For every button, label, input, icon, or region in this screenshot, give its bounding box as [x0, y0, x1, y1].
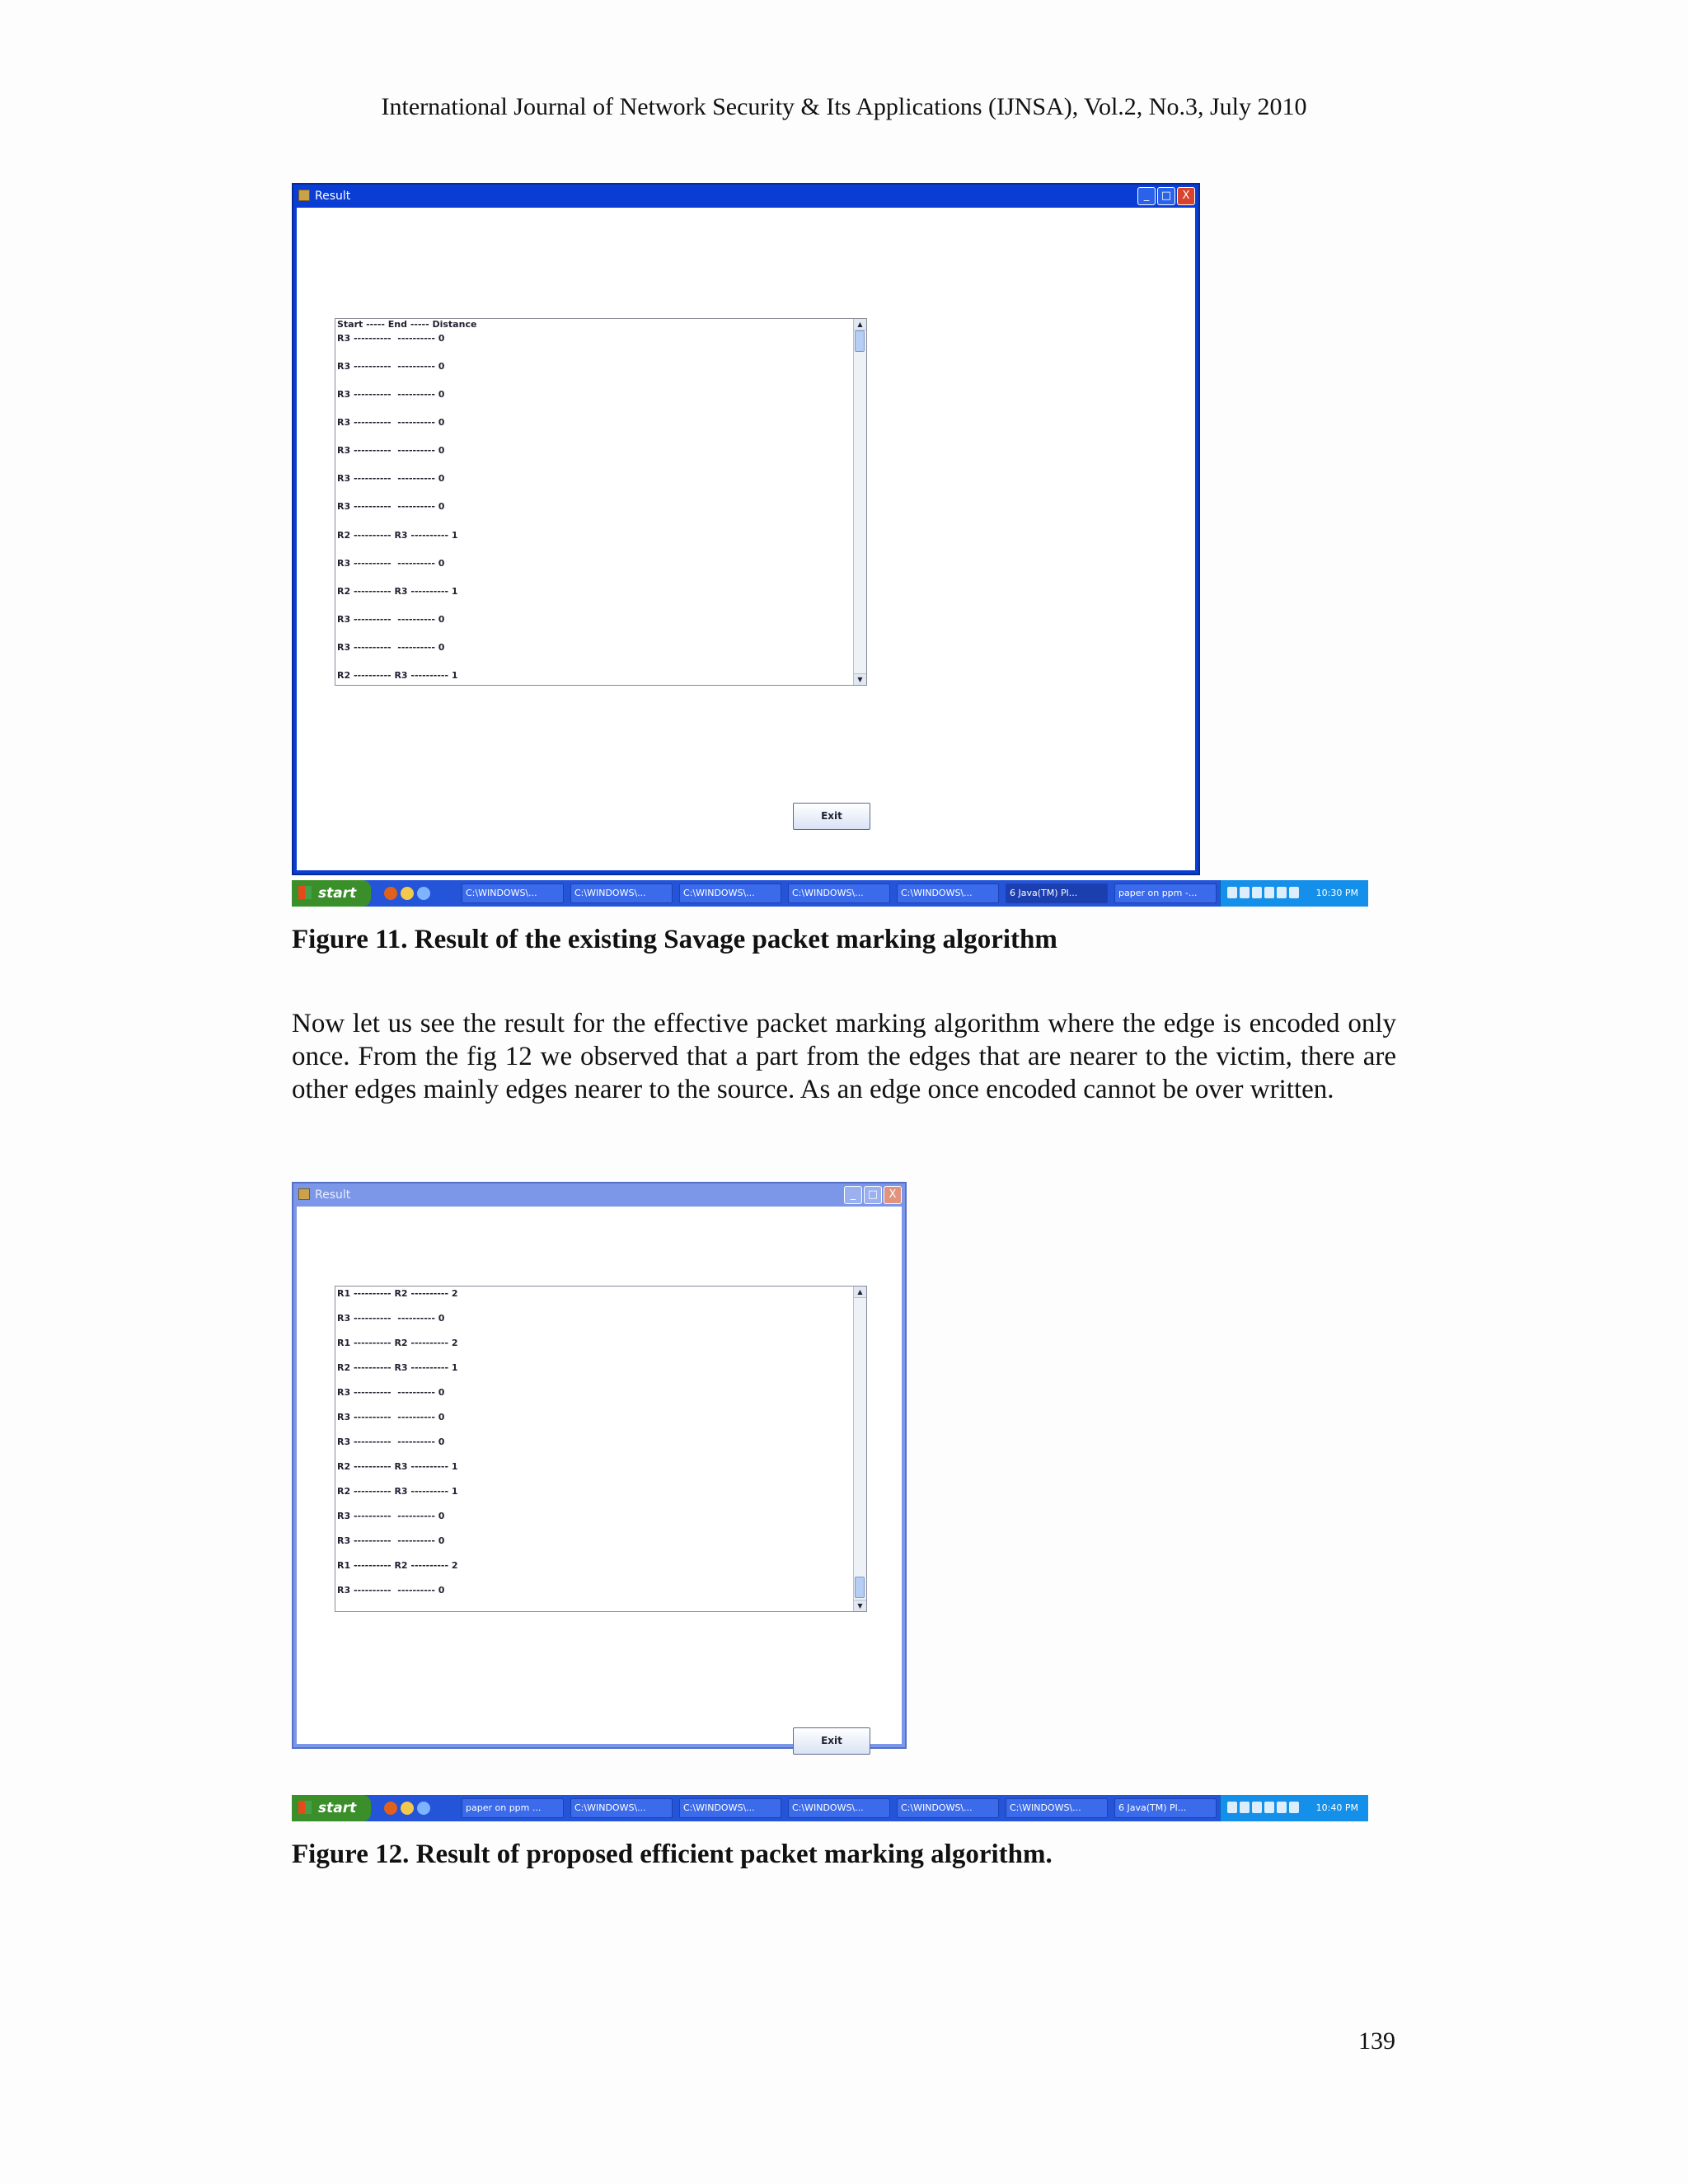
- list-item[interactable]: R2 ---------- R3 ---------- 1: [337, 530, 458, 541]
- list-item[interactable]: R3 ---------- ---------- 0: [337, 389, 445, 400]
- clock: 10:30 PM: [1315, 888, 1358, 898]
- list-item[interactable]: R1 ---------- R2 ---------- 2: [337, 1338, 458, 1348]
- vertical-scrollbar[interactable]: [853, 319, 866, 685]
- java-app-icon: [298, 1188, 310, 1200]
- result-list[interactable]: [335, 318, 867, 686]
- taskbar-item[interactable]: 6 Java(TM) Pl...: [1114, 1798, 1217, 1818]
- close-button[interactable]: X: [1177, 187, 1195, 205]
- list-item[interactable]: R3 ---------- ---------- 0: [337, 642, 445, 653]
- list-item[interactable]: R3 ---------- ---------- 0: [337, 1535, 445, 1546]
- list-item[interactable]: R3 ---------- ---------- 0: [337, 1387, 445, 1398]
- list-item[interactable]: R1 ---------- R2 ---------- 2: [337, 1288, 458, 1299]
- window-title: Result: [315, 190, 351, 203]
- list-item[interactable]: R3 ---------- ---------- 0: [337, 333, 445, 344]
- quicklaunch-firefox-icon[interactable]: [384, 1802, 397, 1815]
- minimize-button[interactable]: _: [1137, 187, 1156, 205]
- list-item[interactable]: R3 ---------- ---------- 0: [337, 361, 445, 372]
- result-list[interactable]: [335, 1286, 867, 1612]
- scroll-down-arrow-icon[interactable]: ▼: [854, 673, 866, 685]
- list-item[interactable]: R2 ---------- R3 ---------- 1: [337, 1362, 458, 1373]
- taskbar-item[interactable]: C:\WINDOWS\...: [788, 883, 890, 903]
- taskbar-item[interactable]: C:\WINDOWS\...: [897, 1798, 999, 1818]
- taskbar-item[interactable]: C:\WINDOWS\...: [679, 883, 781, 903]
- result-window-fig12: [292, 1182, 907, 1749]
- list-item[interactable]: R3 ---------- ---------- 0: [337, 558, 445, 569]
- window-title: Result: [315, 1188, 351, 1202]
- exit-button[interactable]: Exit: [793, 803, 870, 830]
- system-tray: [1220, 1795, 1368, 1821]
- list-header: Start ----- End ----- Distance: [337, 319, 477, 330]
- taskbar-item[interactable]: C:\WINDOWS\...: [788, 1798, 890, 1818]
- taskbar-item[interactable]: C:\WINDOWS\...: [1006, 1798, 1108, 1818]
- windows-taskbar-fig12: [292, 1795, 1368, 1821]
- quicklaunch-firefox-icon[interactable]: [384, 887, 397, 900]
- start-button[interactable]: [292, 880, 371, 907]
- list-item[interactable]: R2 ---------- R3 ---------- 1: [337, 670, 458, 681]
- tray-icons[interactable]: [1227, 1802, 1310, 1815]
- quicklaunch-browser-icon[interactable]: [401, 887, 414, 900]
- taskbar-item[interactable]: C:\WINDOWS\...: [462, 883, 564, 903]
- windows-taskbar-fig11: [292, 880, 1368, 907]
- list-item[interactable]: R2 ---------- R3 ---------- 1: [337, 586, 458, 597]
- taskbar-item[interactable]: paper on ppm -...: [1114, 883, 1217, 903]
- taskbar-item[interactable]: C:\WINDOWS\...: [897, 883, 999, 903]
- java-app-icon: [298, 190, 310, 201]
- list-item[interactable]: R3 ---------- ---------- 0: [337, 417, 445, 428]
- list-item[interactable]: R3 ---------- ---------- 0: [337, 445, 445, 456]
- windows-logo-icon: [298, 1801, 312, 1814]
- list-item[interactable]: R3 ---------- ---------- 0: [337, 1511, 445, 1521]
- taskbar-item[interactable]: C:\WINDOWS\...: [570, 883, 673, 903]
- quicklaunch-ie-icon[interactable]: [417, 887, 430, 900]
- close-button[interactable]: X: [884, 1186, 902, 1204]
- vertical-scrollbar[interactable]: [853, 1286, 866, 1611]
- taskbar-item[interactable]: C:\WINDOWS\...: [570, 1798, 673, 1818]
- scroll-up-arrow-icon[interactable]: ▲: [854, 1286, 866, 1298]
- list-item[interactable]: R3 ---------- ---------- 0: [337, 1313, 445, 1324]
- figure-11-caption: Figure 11. Result of the existing Savage packet marking algorithm: [292, 925, 1057, 954]
- figure-12-caption: Figure 12. Result of proposed efficient packet marking algorithm.: [292, 1840, 1053, 1869]
- exit-button[interactable]: Exit: [793, 1727, 870, 1755]
- list-item[interactable]: R2 ---------- R3 ---------- 1: [337, 1461, 458, 1472]
- quicklaunch-ie-icon[interactable]: [417, 1802, 430, 1815]
- taskbar-item[interactable]: C:\WINDOWS\...: [679, 1798, 781, 1818]
- result-window-fig11: [292, 183, 1200, 875]
- list-item[interactable]: R3 ---------- ---------- 0: [337, 1412, 445, 1422]
- scroll-up-arrow-icon[interactable]: ▲: [854, 319, 866, 330]
- taskbar-item[interactable]: paper on ppm ...: [462, 1798, 564, 1818]
- title-bar[interactable]: [293, 1183, 905, 1207]
- list-item[interactable]: R3 ---------- ---------- 0: [337, 1585, 445, 1596]
- start-button[interactable]: [292, 1795, 371, 1821]
- window-client-area: [297, 1207, 902, 1744]
- list-item[interactable]: R3 ---------- ---------- 0: [337, 614, 445, 625]
- page-number: 139: [1358, 2027, 1395, 2055]
- system-tray: [1220, 880, 1368, 907]
- start-label: start: [318, 885, 357, 902]
- list-item[interactable]: R3 ---------- ---------- 0: [337, 1436, 445, 1447]
- window-client-area: [297, 208, 1195, 870]
- list-item[interactable]: R3 ---------- ---------- 0: [337, 501, 445, 512]
- title-bar[interactable]: [293, 185, 1198, 208]
- start-label: start: [318, 1800, 357, 1816]
- list-item[interactable]: R2 ---------- R3 ---------- 1: [337, 1486, 458, 1497]
- taskbar-item-active[interactable]: 6 Java(TM) Pl...: [1006, 883, 1108, 903]
- scroll-thumb[interactable]: [855, 1577, 865, 1598]
- maximize-button[interactable]: □: [864, 1186, 882, 1204]
- journal-header: International Journal of Network Security & Its Applications (IJNSA), Vol.2, No.3, July 2010: [381, 93, 1307, 120]
- maximize-button[interactable]: □: [1157, 187, 1175, 205]
- list-item[interactable]: R1 ---------- R2 ---------- 2: [337, 1560, 458, 1571]
- tray-icons[interactable]: [1227, 887, 1310, 900]
- scroll-thumb[interactable]: [855, 330, 865, 352]
- body-paragraph: Now let us see the result for the effective packet marking algorithm where the edge is encoded only once. From the fig 12 we observed that a part from the edges that are nearer to the victim, there are other edges mainly edges nearer to the source. As an edge once encoded cannot be over written.: [292, 1009, 1396, 1104]
- minimize-button[interactable]: _: [844, 1186, 862, 1204]
- list-item[interactable]: R3 ---------- ---------- 0: [337, 473, 445, 484]
- scroll-down-arrow-icon[interactable]: ▼: [854, 1600, 866, 1611]
- quicklaunch-browser-icon[interactable]: [401, 1802, 414, 1815]
- windows-logo-icon: [298, 886, 312, 899]
- clock: 10:40 PM: [1315, 1802, 1358, 1813]
